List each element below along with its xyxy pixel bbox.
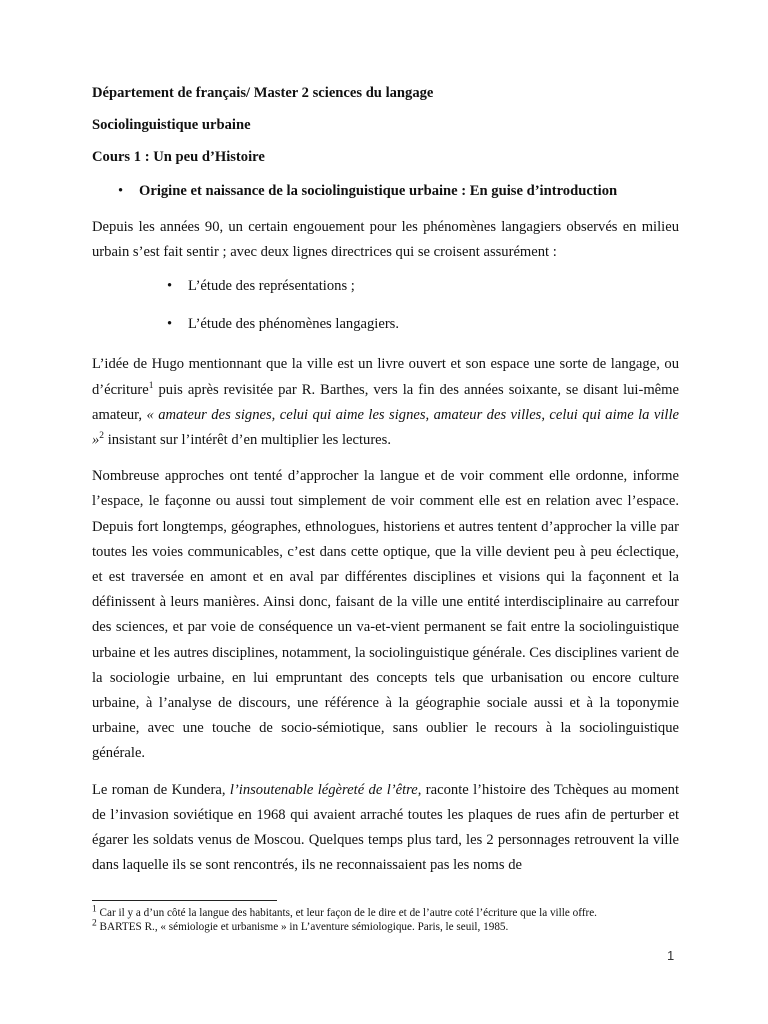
list-item: • L’étude des représentations ; bbox=[92, 276, 679, 296]
intro-paragraph: Depuis les années 90, un certain engouement pour les phénomènes langagiers observés en milieu urbain s’est fait sentir ; avec deux lignes directrices qui se croisent assurément : bbox=[92, 219, 679, 261]
footnote-text: Car il y a d’un côté la langue des habitants, et leur façon de le dire et de l’autre coté l’écriture que la ville offre. bbox=[96, 907, 597, 919]
footnote-separator bbox=[92, 900, 277, 901]
hugo-text-3: insistant sur l’intérêt d’en multiplier les lectures. bbox=[104, 432, 391, 449]
novel-title: l’insoutenable légèreté de l’être bbox=[229, 781, 418, 798]
document-page bbox=[92, 83, 679, 889]
list-item: • L’étude des phénomènes langagiers. bbox=[92, 314, 679, 334]
footnote-ref-2[interactable]: 2 bbox=[99, 431, 105, 442]
kundera-text-1: Le roman de Kundera, bbox=[92, 781, 230, 798]
footnotes bbox=[92, 906, 692, 934]
footnote-2 bbox=[92, 920, 692, 934]
paragraph-kundera bbox=[92, 778, 679, 879]
department-heading: Département de français/ Master 2 sciences du langage bbox=[92, 85, 434, 101]
footnote-number: 2 bbox=[92, 918, 97, 929]
kundera-text-2: , raconte l’histoire des Tchèques au moment de l’invasion soviétique en 1968 qui avaient arraché toutes les plaques de rues afin de perturber et égarer les soldats venus de Moscou. Quelques temps plus tard, les 2 personnages retrouvent la ville dans laquelle ils se sont rencontrés, ils ne reconnaissaient pas les noms de bbox=[92, 781, 680, 874]
bullet-list bbox=[92, 276, 679, 334]
hugo-text-1: L’idée de Hugo mentionnant que la ville est un livre ouvert et son espace une sorte de langage, ou d’écriture bbox=[92, 356, 679, 398]
footnote-ref-1[interactable]: 1 bbox=[148, 380, 154, 391]
footnote-text: BARTES R., « sémiologie et urbanisme » in L’aventure sémiologique. Paris, le seuil, 1985. bbox=[96, 921, 509, 933]
lesson-title: Cours 1 : Un peu d’Histoire bbox=[92, 149, 265, 165]
page-number: 1 bbox=[667, 948, 675, 963]
paragraph-hugo bbox=[92, 352, 679, 453]
barthes-quote: « amateur des signes, celui qui aime les signes, amateur des villes, celui qui aime la ville » bbox=[92, 406, 679, 449]
hugo-text-2: puis après revisitée par R. Barthes, vers la fin des années soixante, se disant lui-même amateur, bbox=[92, 381, 679, 423]
footnote-number: 1 bbox=[92, 904, 97, 915]
footnote-1 bbox=[92, 906, 692, 920]
paragraph-approaches: Nombreuse approches ont tenté d’approcher la langue et de voir comment elle ordonne, informe l’espace, le façonne ou aussi tout simplement de voir comment elle est en relation avec l’espace. Depuis fort longtemps, géographes, ethnologues, historiens et autres tentent d’approcher la ville par toutes les voies communicables, c’est dans cette optique, que la ville devient peu à peu éclectique, et est traversée en amont et en aval par différentes disciplines et visions qui la façonnent et la définissent à leurs manières. Ainsi donc, faisant de la ville une entité interdisciplinaire au carrefour des sciences, et par voie de conséquence un va-et-vient permanent se fait entre la sociolinguistique urbaine et les autres disciplines, notamment, la sociolinguistique générale. Ces disciplines varient de la sociologie urbaine, en lui empruntant des concepts tels que urbanisation ou encore culture urbaine, à l’analyse de discours, une référence à la géographie sociale aussi et à la toponymie urbaine, avec une touche de socio-sémiotique, sans oublier le recours à la sociolinguistique générale. bbox=[92, 468, 679, 762]
section-heading: • Origine et naissance de la sociolinguistique urbaine : En guise d’introduction bbox=[92, 181, 679, 201]
course-title: Sociolinguistique urbaine bbox=[92, 117, 251, 133]
